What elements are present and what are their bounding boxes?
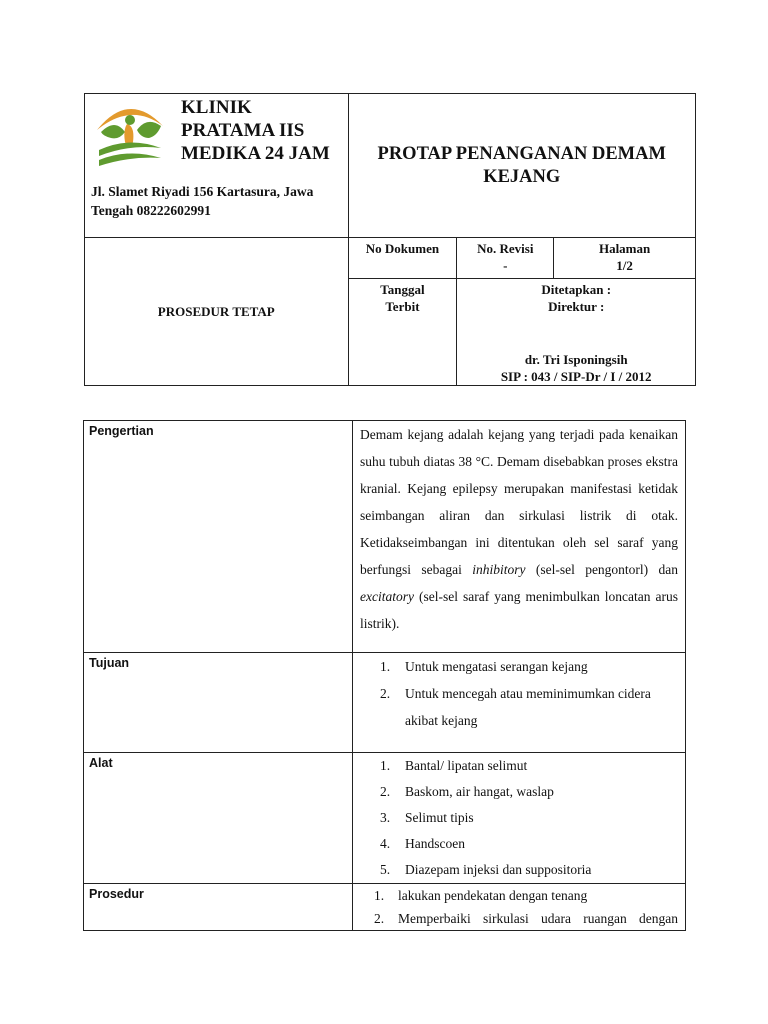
list-number: 2. xyxy=(374,911,385,926)
list-item xyxy=(360,680,678,734)
list-number: 1. xyxy=(374,888,385,903)
no-revisi-value: - xyxy=(503,258,508,273)
list-number: 4. xyxy=(380,836,391,851)
list-number: 1. xyxy=(380,758,391,773)
document-title-cell xyxy=(348,94,696,238)
list-number: 3. xyxy=(380,810,391,825)
address-line: Tengah 08222602991 xyxy=(91,203,211,218)
alat-label: Alat xyxy=(84,753,353,884)
clinic-name xyxy=(181,96,351,165)
clinic-address xyxy=(91,182,349,220)
list-text: lakukan pendekatan dengan tenang xyxy=(398,888,588,903)
list-number: 2. xyxy=(380,784,391,799)
list-number: 1. xyxy=(380,659,391,674)
clinic-name-line: PRATAMA IIS xyxy=(181,120,305,141)
document-title xyxy=(349,143,696,189)
director-sip: SIP : 043 / SIP-Dr / I / 2012 xyxy=(500,369,652,384)
list-item xyxy=(360,907,678,930)
list-text: Untuk mencegah atau meminimumkan cidera akibat kejang xyxy=(405,686,651,728)
title-line: KEJANG xyxy=(483,166,561,187)
tujuan-list xyxy=(360,653,678,734)
director-name: dr. Tri Isponingsih xyxy=(524,352,628,367)
prosedur-list-cell xyxy=(353,884,686,931)
inhibitory-term: inhibitory xyxy=(472,562,526,577)
alat-list-cell xyxy=(353,753,686,884)
prosedur-list xyxy=(360,884,678,930)
alat-list xyxy=(360,753,678,883)
direktur-line: Direktur : xyxy=(548,299,605,314)
tanggal-label-line: Tanggal xyxy=(380,282,425,297)
clinic-logo-icon xyxy=(91,96,167,172)
halaman-value: 1/2 xyxy=(616,258,633,273)
ditetapkan-line: Ditetapkan : xyxy=(541,282,612,297)
tujuan-list-cell xyxy=(353,653,686,753)
excitatory-term: excitatory xyxy=(360,589,414,604)
protocol-content-table xyxy=(83,420,686,931)
tanggal-terbit-cell xyxy=(348,279,457,386)
no-revisi-cell xyxy=(457,238,554,279)
pengertian-part: Demam kejang adalah kejang yang terjadi pada kenaikan suhu tubuh diatas 38 °C. Demam disebabkan proses ekstra kranial. Kejang epilepsy merupakan manifestasi ketidak seimbangan aliran dan sirkulasi listrik di otak. Ketidakseimbangan ini ditentukan oleh sel saraf yang berfungsi sebagai xyxy=(360,427,678,577)
list-text: Bantal/ lipatan selimut xyxy=(405,758,528,773)
pengertian-part: (sel-sel pengontorl) dan xyxy=(535,562,679,577)
list-item xyxy=(360,805,678,831)
pengertian-label: Pengertian xyxy=(84,421,353,653)
prosedur-label: Prosedur xyxy=(84,884,353,931)
clinic-info-cell xyxy=(85,94,349,238)
list-item xyxy=(360,884,678,907)
address-line: Jl. Slamet Riyadi 156 Kartasura, Jawa xyxy=(91,184,314,199)
list-text: Untuk mengatasi serangan kejang xyxy=(405,659,588,674)
halaman-label: Halaman xyxy=(598,241,651,256)
no-dokumen-cell xyxy=(348,238,457,279)
pengertian-part: (sel-sel saraf yang menimbulkan loncatan arus listrik). xyxy=(360,589,678,631)
list-number: 2. xyxy=(380,686,391,701)
list-item xyxy=(360,857,678,883)
list-text: Memperbaiki sirkulasi udara ruangan dengan xyxy=(398,911,678,926)
procedure-type-label: PROSEDUR TETAP xyxy=(85,238,349,386)
ditetapkan-cell xyxy=(457,279,696,386)
list-text: Baskom, air hangat, waslap xyxy=(405,784,554,799)
document-header-table xyxy=(84,93,696,386)
clinic-name-line: MEDIKA 24 JAM xyxy=(181,143,330,164)
list-text: Handscoen xyxy=(405,836,465,851)
tujuan-label: Tujuan xyxy=(84,653,353,753)
no-dokumen-label: No Dokumen xyxy=(365,241,440,256)
no-revisi-label: No. Revisi xyxy=(477,241,534,256)
list-item xyxy=(360,653,678,680)
list-item xyxy=(360,779,678,805)
tanggal-label-line: Terbit xyxy=(385,299,420,314)
halaman-cell xyxy=(554,238,696,279)
pengertian-text xyxy=(353,421,686,653)
list-number: 5. xyxy=(380,862,391,877)
list-text: Diazepam injeksi dan suppositoria xyxy=(405,862,592,877)
list-item xyxy=(360,831,678,857)
list-text: Selimut tipis xyxy=(405,810,474,825)
clinic-name-line: KLINIK xyxy=(181,97,252,118)
title-line: PROTAP PENANGANAN DEMAM xyxy=(377,143,666,164)
list-item xyxy=(360,753,678,779)
